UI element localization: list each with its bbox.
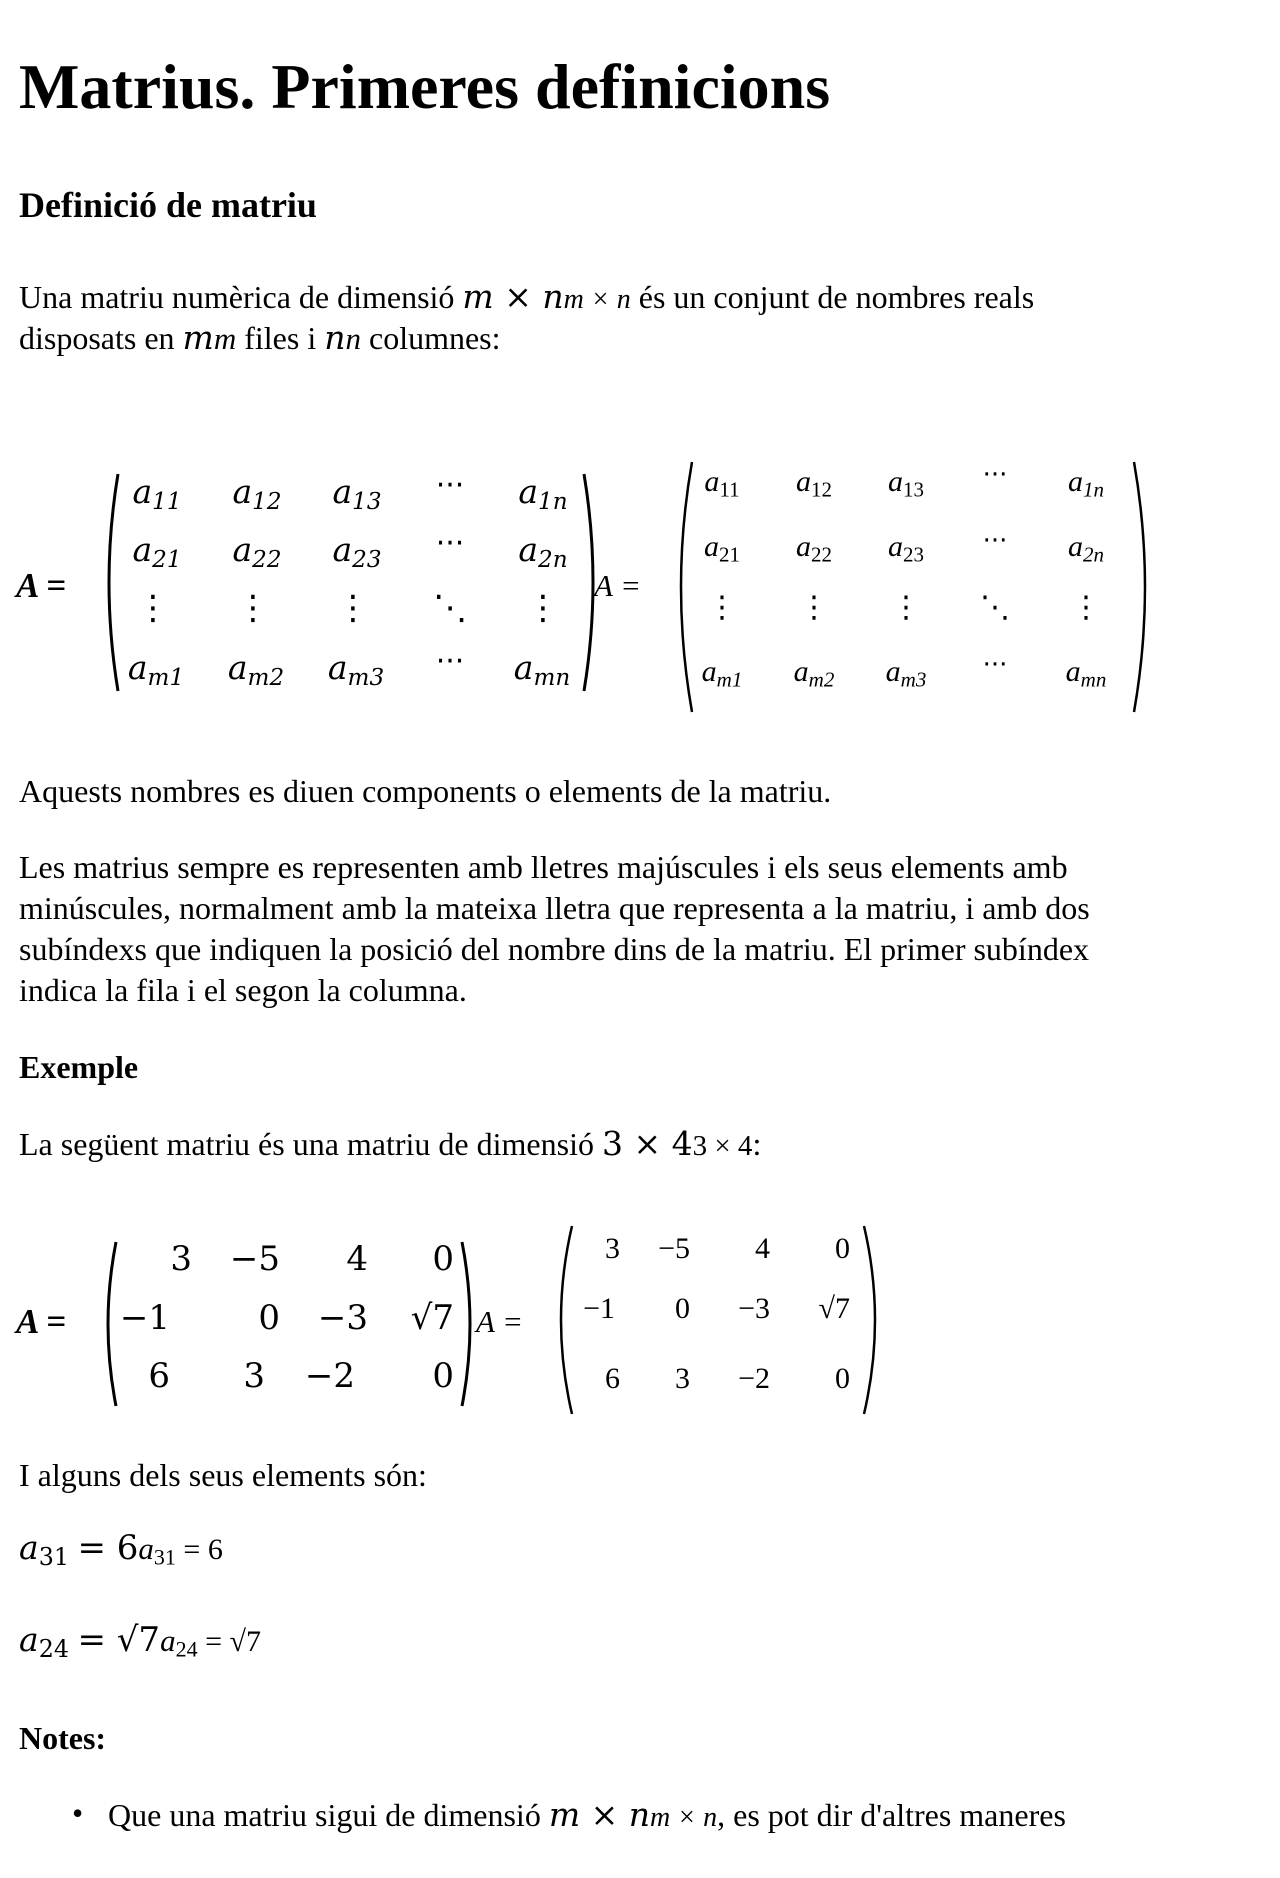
- notes-heading: Notes:: [19, 1720, 107, 1756]
- intro-text-5: columnes:: [360, 320, 501, 356]
- intro-text-4: files i: [236, 320, 325, 356]
- gm-vdots-4: ⋮: [526, 588, 560, 628]
- gmf-cdots-3: ···: [982, 650, 1008, 680]
- em-r2c3: −3: [317, 1298, 368, 1338]
- gmf-vdots-2: ⋮: [799, 590, 829, 625]
- general-matrix-lhs: A =: [16, 566, 67, 605]
- para-notation-line-2: minúscules, normalment amb la mateixa lletra que representa a la matriu, i amb dos: [19, 890, 1090, 926]
- gm-a22: $a_{22}$: [232, 530, 282, 573]
- emf-r2c4: √7: [818, 1292, 850, 1325]
- element-2-letter-fallback: a: [160, 1623, 176, 1658]
- element-1-sub-fallback: 31: [153, 1544, 176, 1570]
- general-matrix-lhs-fallback: A =: [594, 568, 642, 603]
- emf-r3c2: 3: [675, 1362, 690, 1395]
- element-example-1: $a_{31} = 6a_{31} = 6$: [19, 1528, 223, 1571]
- note-dim-fallback: m × n: [650, 1802, 718, 1833]
- intro-text-2: és un conjunt de nombres reals: [630, 279, 1035, 315]
- gm-cdots-1: ···: [435, 468, 465, 503]
- gm-vdots-3: ⋮: [336, 588, 370, 628]
- gm-am1: $a_{m1}$: [127, 648, 185, 691]
- para-notation-line-1: Les matrius sempre es representen amb lletres majúscules i els seus elements amb: [19, 849, 1068, 885]
- gm-amn: $a_{mn}$: [513, 648, 571, 691]
- gm-a12: $a_{12}$: [232, 472, 282, 515]
- em-r2c1: −1: [119, 1298, 170, 1338]
- intro-dim-math: m × n: [462, 277, 564, 316]
- emf-r1c4: 0: [835, 1232, 850, 1265]
- em-r3c1: 6: [148, 1356, 170, 1396]
- example-dim-fallback: 3 × 4: [692, 1130, 753, 1162]
- em-r3c4: 0: [432, 1356, 454, 1396]
- note-item: [108, 1795, 1066, 1838]
- element-2-value-fallback: √7: [229, 1625, 261, 1658]
- gm-ddots: ⋱: [433, 588, 467, 628]
- em-r1c3: 4: [346, 1239, 368, 1279]
- gm-cdots-2: ···: [435, 526, 465, 561]
- element-2-value: √7: [116, 1620, 161, 1660]
- em-r2c4: √7: [410, 1298, 454, 1338]
- element-example-2: $a_{24} = √7a_{24} = √7$: [19, 1620, 261, 1663]
- gmf-a2n: $a_{2n}$: [1068, 530, 1104, 567]
- elements-intro: I alguns dels seus elements són:: [19, 1457, 427, 1493]
- gm-a1n: $a_{1n}$: [518, 472, 568, 515]
- em-r2c2: 0: [258, 1298, 280, 1338]
- gmf-cdots-1: ···: [982, 460, 1008, 490]
- em-r3c2: 3: [243, 1356, 265, 1396]
- gm-a23: $a_{23}$: [332, 530, 382, 573]
- element-2-sub: 24: [38, 1634, 69, 1663]
- intro-n-fallback: n: [345, 321, 361, 356]
- em-r1c1: 3: [170, 1239, 192, 1279]
- intro-text: Una matriu numèrica de dimensió: [19, 279, 463, 315]
- gm-a21: $a_{21}$: [132, 530, 182, 573]
- emf-r1c2: −5: [658, 1232, 690, 1265]
- para-notation-line-3: subíndexs que indiquen la posició del nombre dins de la matriu. El primer subíndex: [19, 931, 1090, 967]
- intro-line-2: [19, 318, 501, 359]
- example-matrix-lhs-fallback: A =: [476, 1304, 524, 1339]
- gmf-a11: $a_{11}$: [704, 465, 740, 502]
- example-dim-math: 3 × 4: [601, 1124, 693, 1163]
- example-intro-text-2: :: [752, 1126, 762, 1162]
- section-heading: Definició de matriu: [19, 185, 317, 225]
- gmf-a1n: $a_{1n}$: [1068, 465, 1104, 502]
- example-matrix-lhs: A =: [16, 1302, 67, 1341]
- emf-r1c3: 4: [755, 1232, 770, 1265]
- element-2-letter: a: [19, 1620, 39, 1659]
- gmf-ddots: ⋱: [980, 590, 1010, 625]
- gm-vdots-2: ⋮: [236, 588, 270, 628]
- gm-a13: $a_{13}$: [332, 472, 382, 515]
- em-r1c4: 0: [432, 1239, 454, 1279]
- element-2-sub-fallback: 24: [175, 1636, 198, 1662]
- gm-am3: $a_{m3}$: [327, 648, 385, 691]
- gm-vdots-1: ⋮: [136, 588, 170, 628]
- gm-a2n: $a_{2n}$: [518, 530, 568, 573]
- element-1-letter: a: [19, 1528, 39, 1567]
- para-components: Aquests nombres es diuen components o elements de la matriu.: [19, 773, 832, 809]
- intro-text-3: disposats en: [19, 320, 183, 356]
- element-1-sub: 31: [38, 1542, 69, 1571]
- intro-line-1: [19, 277, 1034, 320]
- gm-a11: $a_{11}$: [132, 472, 182, 515]
- gmf-a12: $a_{12}$: [796, 465, 832, 502]
- gmf-amn: $a_{mn}$: [1065, 655, 1107, 692]
- gmf-cdots-2: ···: [982, 526, 1008, 556]
- element-1-letter-fallback: a: [138, 1531, 154, 1566]
- general-matrix-fallback-right-paren: [1128, 458, 1158, 716]
- emf-r1c1: 3: [605, 1232, 620, 1265]
- note-text: Que una matriu sigui de dimensió: [108, 1797, 549, 1833]
- gmf-am1: $a_{m1}$: [701, 655, 743, 692]
- emf-r3c3: −2: [738, 1362, 770, 1395]
- example-matrix-fallback-right-paren: [858, 1222, 888, 1418]
- em-r3c3: −2: [304, 1356, 355, 1396]
- gmf-vdots-1: ⋮: [707, 590, 737, 625]
- gmf-am2: $a_{m2}$: [793, 655, 835, 692]
- emf-r3c1: 6: [605, 1362, 620, 1395]
- gm-am2: $a_{m2}$: [227, 648, 285, 691]
- gmf-a13: $a_{13}$: [888, 465, 924, 502]
- gmf-vdots-4: ⋮: [1071, 590, 1101, 625]
- note-text-2: , es pot dir d'altres maneres: [717, 1797, 1066, 1833]
- gmf-a22: $a_{22}$: [796, 530, 832, 567]
- example-intro: [19, 1124, 761, 1166]
- em-r1c2: −5: [229, 1239, 280, 1279]
- note-dim-math: m × n: [548, 1795, 650, 1834]
- gmf-am3: $a_{m3}$: [885, 655, 927, 692]
- example-intro-text: La següent matriu és una matriu de dimensió: [19, 1126, 602, 1162]
- example-heading: Exemple: [19, 1049, 139, 1085]
- intro-n-math: n: [324, 318, 346, 357]
- element-1-value-fallback: 6: [207, 1533, 223, 1566]
- intro-m-fallback: m: [213, 321, 237, 356]
- gmf-vdots-3: ⋮: [891, 590, 921, 625]
- element-1-value: 6: [116, 1528, 139, 1568]
- emf-r2c2: 0: [675, 1292, 690, 1325]
- emf-r3c4: 0: [835, 1362, 850, 1395]
- emf-r2c1: −1: [583, 1292, 615, 1325]
- gm-cdots-3: ···: [435, 644, 465, 679]
- gmf-a23: $a_{23}$: [888, 530, 924, 567]
- intro-m-math: m: [182, 318, 214, 357]
- emf-r2c3: −3: [738, 1292, 770, 1325]
- notes-list: [108, 1795, 1066, 1838]
- page-title: Matrius. Primeres definicions: [19, 51, 831, 122]
- intro-dim-fallback: m × n: [563, 284, 631, 315]
- gmf-a21: $a_{21}$: [704, 530, 740, 567]
- para-notation-line-4: indica la fila i el segon la columna.: [19, 972, 467, 1008]
